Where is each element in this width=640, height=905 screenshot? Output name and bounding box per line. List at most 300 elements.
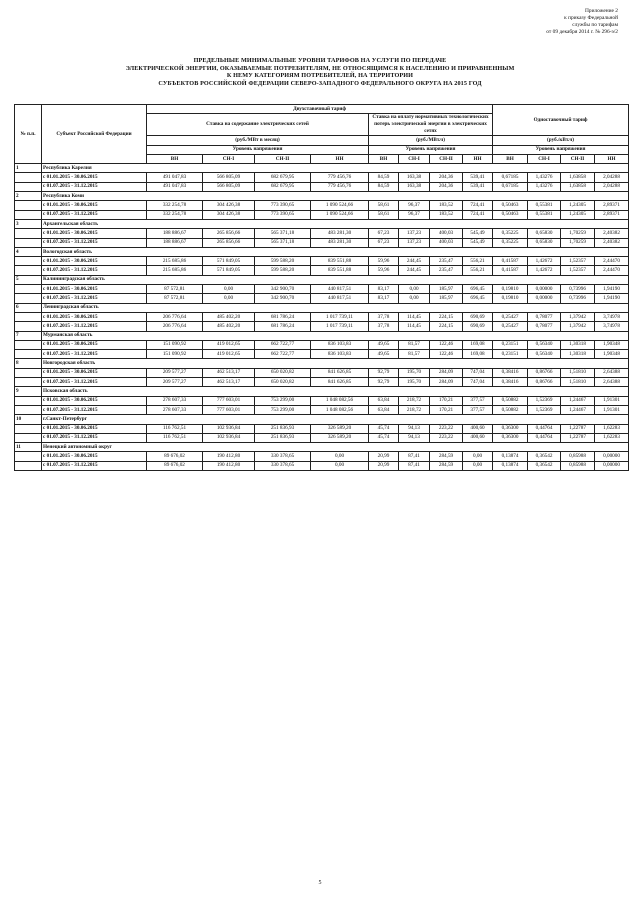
value-cell: 2,44470 [595, 266, 629, 275]
value-cell: 96,37 [399, 210, 430, 219]
value-cell: 773 390,65 [255, 201, 311, 210]
header-voltage-nn: НН [311, 154, 369, 163]
value-cell: 1,42672 [528, 266, 561, 275]
appendix-line: к приказу Федеральной [564, 15, 618, 21]
value-cell: 0,19810 [493, 285, 528, 294]
value-cell: 599 588,20 [255, 266, 311, 275]
value-cell: 2,64388 [595, 378, 629, 387]
value-cell: 1,37942 [561, 312, 595, 321]
value-cell: 545,49 [463, 229, 493, 238]
value-cell: 1,24467 [561, 405, 595, 414]
value-cell: 0,41587 [493, 266, 528, 275]
value-cell: 0,73996 [561, 285, 595, 294]
value-cell: 102 936,84 [203, 433, 255, 442]
region-name: Ненецкий автономный округ [42, 443, 629, 452]
table-row [15, 378, 629, 387]
value-cell: 137,23 [399, 238, 430, 247]
value-cell: 45,74 [369, 433, 399, 442]
value-cell: 841 626,85 [311, 378, 369, 387]
value-cell: 218,72 [399, 405, 430, 414]
value-cell: 1,91301 [595, 405, 629, 414]
value-cell: 169,08 [463, 340, 493, 349]
value-cell: 0,36300 [493, 433, 528, 442]
value-cell: 0,35225 [493, 229, 528, 238]
region-header-row [15, 303, 629, 312]
region-header-row [15, 247, 629, 256]
appendix-reference [546, 8, 618, 36]
period-cell: с 01.01.2015 - 30.06.2015 [42, 396, 147, 405]
table-row [15, 266, 629, 275]
value-cell: 304 426,38 [203, 201, 255, 210]
value-cell: 841 626,85 [311, 368, 369, 377]
row-number-empty [15, 257, 42, 266]
value-cell: 1,30318 [561, 350, 595, 359]
value-cell: 45,74 [369, 424, 399, 433]
value-cell: 0,00000 [528, 294, 561, 303]
value-cell: 0,67185 [493, 173, 528, 182]
value-cell: 20,99 [369, 461, 399, 470]
region-number: 7 [15, 331, 42, 340]
value-cell: 0,00 [311, 461, 369, 470]
value-cell: 223,22 [430, 424, 463, 433]
value-cell: 0,67185 [493, 182, 528, 191]
value-cell: 1 048 082,56 [311, 405, 369, 414]
header-voltage-vn: ВН [493, 154, 528, 163]
value-cell: 0,50463 [493, 201, 528, 210]
value-cell: 483 281,30 [311, 238, 369, 247]
value-cell: 0,35225 [493, 238, 528, 247]
value-cell: 462 513,17 [203, 368, 255, 377]
value-cell: 137,23 [399, 229, 430, 238]
value-cell: 67,23 [369, 229, 399, 238]
value-cell: 682 679,95 [255, 182, 311, 191]
value-cell: 190 412,80 [203, 461, 255, 470]
table-row [15, 452, 629, 461]
value-cell: 89 676,02 [147, 452, 203, 461]
period-cell: с 01.07.2015 - 31.12.2015 [42, 238, 147, 247]
value-cell: 1,94190 [595, 285, 629, 294]
region-number: 6 [15, 303, 42, 312]
value-cell: 89 676,02 [147, 461, 203, 470]
value-cell: 169,08 [463, 350, 493, 359]
value-cell: 1,63858 [561, 182, 595, 191]
value-cell: 58,61 [369, 201, 399, 210]
value-cell: 0,50882 [493, 405, 528, 414]
value-cell: 190 412,80 [203, 452, 255, 461]
period-cell: с 01.07.2015 - 31.12.2015 [42, 350, 147, 359]
table-row [15, 229, 629, 238]
region-header-row [15, 275, 629, 284]
value-cell: 696,45 [463, 294, 493, 303]
region-number: 1 [15, 164, 42, 173]
period-cell: с 01.01.2015 - 30.06.2015 [42, 257, 147, 266]
value-cell: 440 817,51 [311, 285, 369, 294]
value-cell: 0,38416 [493, 368, 528, 377]
value-cell: 571 849,05 [203, 257, 255, 266]
header-voltage-sn1: СН-I [399, 154, 430, 163]
table-row [15, 294, 629, 303]
value-cell: 235,47 [430, 257, 463, 266]
row-number-empty [15, 229, 42, 238]
value-cell: 284,09 [430, 368, 463, 377]
value-cell: 539,41 [463, 182, 493, 191]
region-number: 11 [15, 443, 42, 452]
value-cell: 284,09 [430, 378, 463, 387]
value-cell: 251 836,93 [255, 433, 311, 442]
value-cell: 1,63858 [561, 173, 595, 182]
table-row [15, 210, 629, 219]
region-name: Республика Карелия [42, 164, 629, 173]
appendix-line: от 09 декабря 2014 г. № 296-э/2 [546, 29, 618, 35]
row-number-empty [15, 452, 42, 461]
region-header-row [15, 192, 629, 201]
value-cell: 94,13 [399, 433, 430, 442]
header-row-number: № п.п. [15, 105, 42, 164]
value-cell: 204,36 [430, 182, 463, 191]
value-cell: 3,74978 [595, 312, 629, 321]
header-voltage-sn1: СН-I [203, 154, 255, 163]
value-cell: 2,40382 [595, 229, 629, 238]
value-cell: 662 722,77 [255, 350, 311, 359]
value-cell: 0,56340 [528, 340, 561, 349]
period-cell: с 01.07.2015 - 31.12.2015 [42, 266, 147, 275]
value-cell: 218,72 [399, 396, 430, 405]
value-cell: 195,70 [399, 378, 430, 387]
value-cell: 690,69 [463, 312, 493, 321]
value-cell: 777 603,01 [203, 405, 255, 414]
period-cell: с 01.01.2015 - 30.06.2015 [42, 452, 147, 461]
table-row [15, 257, 629, 266]
table-row [15, 322, 629, 331]
value-cell: 1,62283 [595, 433, 629, 442]
value-cell: 185,97 [430, 285, 463, 294]
header-maintenance-rate: Ставка на содержание электрических сетей [147, 114, 369, 136]
value-cell: 724,41 [463, 210, 493, 219]
value-cell: 599 588,20 [255, 257, 311, 266]
region-number: 10 [15, 415, 42, 424]
row-number-empty [15, 210, 42, 219]
region-number: 4 [15, 247, 42, 256]
value-cell: 251 836,93 [255, 424, 311, 433]
value-cell: 188 886,67 [147, 238, 203, 247]
value-cell: 681 786,24 [255, 312, 311, 321]
table-row [15, 238, 629, 247]
header-voltage-sn1: СН-I [528, 154, 561, 163]
value-cell: 2,44470 [595, 257, 629, 266]
value-cell: 223,22 [430, 433, 463, 442]
value-cell: 1,52369 [528, 405, 561, 414]
table-row [15, 312, 629, 321]
header-unit-maintenance: (руб./МВт в месяц) [147, 136, 369, 145]
header-unit-losses: (руб./МВт.ч) [369, 136, 493, 145]
row-number-empty [15, 312, 42, 321]
value-cell: 400,60 [463, 424, 493, 433]
value-cell: 84,59 [369, 173, 399, 182]
table-row [15, 396, 629, 405]
value-cell: 163,38 [399, 182, 430, 191]
value-cell: 0,00000 [595, 461, 629, 470]
value-cell: 485 402,20 [203, 312, 255, 321]
value-cell: 777 603,01 [203, 396, 255, 405]
value-cell: 400,03 [430, 238, 463, 247]
period-cell: с 01.07.2015 - 31.12.2015 [42, 405, 147, 414]
region-header-row [15, 415, 629, 424]
table-row [15, 201, 629, 210]
value-cell: 87 572,81 [147, 285, 203, 294]
value-cell: 1,24305 [561, 210, 595, 219]
value-cell: 682 679,95 [255, 173, 311, 182]
row-number-empty [15, 378, 42, 387]
header-voltage-level: Уровень напряжения [493, 145, 629, 154]
value-cell: 747,04 [463, 378, 493, 387]
value-cell: 278 607,33 [147, 396, 203, 405]
value-cell: 1,91301 [595, 396, 629, 405]
value-cell: 163,38 [399, 173, 430, 182]
value-cell: 753 299,00 [255, 396, 311, 405]
value-cell: 0,00000 [595, 452, 629, 461]
region-name: Вологодская область [42, 247, 629, 256]
value-cell: 836 103,83 [311, 340, 369, 349]
region-name: Республика Коми [42, 192, 629, 201]
value-cell: 2,89371 [595, 201, 629, 210]
value-cell: 81,57 [399, 350, 430, 359]
value-cell: 92,79 [369, 378, 399, 387]
value-cell: 114,45 [399, 322, 430, 331]
value-cell: 0,86766 [528, 378, 561, 387]
value-cell: 747,04 [463, 368, 493, 377]
value-cell: 37,78 [369, 312, 399, 321]
value-cell: 1,24467 [561, 396, 595, 405]
value-cell: 485 402,20 [203, 322, 255, 331]
value-cell: 1,52357 [561, 266, 595, 275]
value-cell: 49,65 [369, 350, 399, 359]
value-cell: 1,43276 [528, 182, 561, 191]
value-cell: 0,65830 [528, 238, 561, 247]
value-cell: 773 390,65 [255, 210, 311, 219]
value-cell: 1,94190 [595, 294, 629, 303]
value-cell: 1,51810 [561, 378, 595, 387]
value-cell: 0,73996 [561, 294, 595, 303]
appendix-line: Приложение 2 [585, 8, 618, 14]
value-cell: 0,50882 [493, 396, 528, 405]
title-line: К НЕМУ КАТЕГОРИЯМ ПОТРЕБИТЕЛЕЙ, НА ТЕРРИТОРИИ [226, 72, 414, 80]
title-line: СУБЪЕКТОВ РОССИЙСКОЙ ФЕДЕРАЦИИ СЕВЕРО-ЗАПАДНОГО ФЕДЕРАЛЬНОГО ОКРУГА НА 2015 ГОД [158, 79, 482, 87]
value-cell: 696,45 [463, 285, 493, 294]
value-cell: 0,50463 [493, 210, 528, 219]
value-cell: 1,42672 [528, 257, 561, 266]
region-name: Мурманская область [42, 331, 629, 340]
value-cell: 1,70259 [561, 229, 595, 238]
title-line: ПРЕДЕЛЬНЫЕ МИНИМАЛЬНЫЕ УРОВНИ ТАРИФОВ НА УСЛУГИ ПО ПЕРЕДАЧЕ [193, 57, 447, 64]
row-number-empty [15, 322, 42, 331]
value-cell: 545,49 [463, 238, 493, 247]
value-cell: 556,21 [463, 266, 493, 275]
value-cell: 1,70259 [561, 238, 595, 247]
value-cell: 400,03 [430, 229, 463, 238]
value-cell: 209 577,27 [147, 378, 203, 387]
table-row [15, 350, 629, 359]
region-number: 9 [15, 387, 42, 396]
value-cell: 1 090 524,66 [311, 210, 369, 219]
header-voltage-nn: НН [595, 154, 629, 163]
value-cell: 1 017 739,11 [311, 312, 369, 321]
value-cell: 1,51810 [561, 368, 595, 377]
period-cell: с 01.01.2015 - 30.06.2015 [42, 173, 147, 182]
region-header-row [15, 443, 629, 452]
header-losses-rate: Ставка на оплату нормативных технологических потерь электрической энергии в электрических сетях [369, 114, 493, 136]
value-cell: 0,00 [203, 294, 255, 303]
region-name: Новгородская область [42, 359, 629, 368]
row-number-empty [15, 294, 42, 303]
period-cell: с 01.01.2015 - 30.06.2015 [42, 424, 147, 433]
region-header-row [15, 164, 629, 173]
header-voltage-sn2: СН-II [255, 154, 311, 163]
value-cell: 0,78077 [528, 322, 561, 331]
value-cell: 2,04288 [595, 182, 629, 191]
value-cell: 122,46 [430, 350, 463, 359]
region-name: г.Санкт-Петербург [42, 415, 629, 424]
value-cell: 326 589,20 [311, 433, 369, 442]
value-cell: 1,37942 [561, 322, 595, 331]
value-cell: 188 886,67 [147, 229, 203, 238]
table-row [15, 433, 629, 442]
header-voltage-vn: ВН [369, 154, 399, 163]
value-cell: 0,78077 [528, 312, 561, 321]
value-cell: 1,22787 [561, 433, 595, 442]
value-cell: 304 426,38 [203, 210, 255, 219]
value-cell: 662 722,77 [255, 340, 311, 349]
row-number-empty [15, 396, 42, 405]
value-cell: 1,62283 [595, 424, 629, 433]
value-cell: 0,38416 [493, 378, 528, 387]
value-cell: 565 371,18 [255, 229, 311, 238]
header-unit-one-part: (руб./кВт.ч) [493, 136, 629, 145]
row-number-empty [15, 201, 42, 210]
region-number: 5 [15, 275, 42, 284]
value-cell: 63,84 [369, 405, 399, 414]
region-name: Ленинградская область [42, 303, 629, 312]
row-number-empty [15, 340, 42, 349]
value-cell: 491 047,83 [147, 173, 203, 182]
value-cell: 0,00 [463, 452, 493, 461]
value-cell: 151 090,92 [147, 350, 203, 359]
value-cell: 116 762,51 [147, 424, 203, 433]
value-cell: 195,70 [399, 368, 430, 377]
value-cell: 566 805,09 [203, 182, 255, 191]
value-cell: 0,36300 [493, 424, 528, 433]
header-two-part-tariff: Двухставочный тариф [147, 105, 493, 114]
value-cell: 278 607,33 [147, 405, 203, 414]
table-row [15, 461, 629, 470]
value-cell: 284,59 [430, 461, 463, 470]
appendix-line: службы по тарифам [572, 22, 618, 28]
value-cell: 779 456,76 [311, 173, 369, 182]
value-cell: 839 551,88 [311, 266, 369, 275]
value-cell: 87,41 [399, 461, 430, 470]
value-cell: 183,52 [430, 201, 463, 210]
table-row [15, 173, 629, 182]
header-voltage-sn2: СН-II [430, 154, 463, 163]
value-cell: 284,59 [430, 452, 463, 461]
value-cell: 1,52369 [528, 396, 561, 405]
value-cell: 330 378,65 [255, 461, 311, 470]
value-cell: 206 776,64 [147, 312, 203, 321]
value-cell: 3,74978 [595, 322, 629, 331]
value-cell: 83,17 [369, 294, 399, 303]
value-cell: 330 378,65 [255, 452, 311, 461]
value-cell: 265 856,66 [203, 229, 255, 238]
value-cell: 81,57 [399, 340, 430, 349]
value-cell: 753 299,00 [255, 405, 311, 414]
row-number-empty [15, 433, 42, 442]
header-voltage-sn2: СН-II [561, 154, 595, 163]
region-header-row [15, 387, 629, 396]
value-cell: 1,30318 [561, 340, 595, 349]
value-cell: 83,17 [369, 285, 399, 294]
row-number-empty [15, 405, 42, 414]
value-cell: 650 020,82 [255, 368, 311, 377]
value-cell: 170,21 [430, 405, 463, 414]
value-cell: 491 047,83 [147, 182, 203, 191]
value-cell: 102 936,84 [203, 424, 255, 433]
region-number: 2 [15, 192, 42, 201]
value-cell: 235,47 [430, 266, 463, 275]
value-cell: 151 090,92 [147, 340, 203, 349]
period-cell: с 01.01.2015 - 30.06.2015 [42, 340, 147, 349]
value-cell: 0,25427 [493, 312, 528, 321]
value-cell: 400,60 [463, 433, 493, 442]
value-cell: 0,56340 [528, 350, 561, 359]
value-cell: 566 805,09 [203, 173, 255, 182]
value-cell: 0,36542 [528, 452, 561, 461]
value-cell: 92,79 [369, 368, 399, 377]
value-cell: 0,65830 [528, 229, 561, 238]
value-cell: 209 577,27 [147, 368, 203, 377]
value-cell: 1 090 524,66 [311, 201, 369, 210]
row-number-empty [15, 173, 42, 182]
value-cell: 185,97 [430, 294, 463, 303]
value-cell: 1,24305 [561, 201, 595, 210]
value-cell: 58,61 [369, 210, 399, 219]
value-cell: 539,41 [463, 173, 493, 182]
value-cell: 681 786,24 [255, 322, 311, 331]
value-cell: 779 456,76 [311, 182, 369, 191]
value-cell: 0,23151 [493, 350, 528, 359]
value-cell: 94,13 [399, 424, 430, 433]
value-cell: 84,59 [369, 182, 399, 191]
header-voltage-level: Уровень напряжения [369, 145, 493, 154]
value-cell: 0,00 [311, 452, 369, 461]
region-header-row [15, 331, 629, 340]
value-cell: 419 012,65 [203, 340, 255, 349]
value-cell: 690,69 [463, 322, 493, 331]
row-number-empty [15, 285, 42, 294]
value-cell: 2,89371 [595, 210, 629, 219]
value-cell: 96,37 [399, 201, 430, 210]
row-number-empty [15, 182, 42, 191]
row-number-empty [15, 266, 42, 275]
value-cell: 114,45 [399, 312, 430, 321]
value-cell: 170,21 [430, 396, 463, 405]
row-number-empty [15, 461, 42, 470]
header-voltage-nn: НН [463, 154, 493, 163]
period-cell: с 01.07.2015 - 31.12.2015 [42, 322, 147, 331]
value-cell: 0,13874 [493, 452, 528, 461]
value-cell: 0,85988 [561, 452, 595, 461]
value-cell: 0,36542 [528, 461, 561, 470]
value-cell: 59,96 [369, 266, 399, 275]
value-cell: 224,15 [430, 312, 463, 321]
